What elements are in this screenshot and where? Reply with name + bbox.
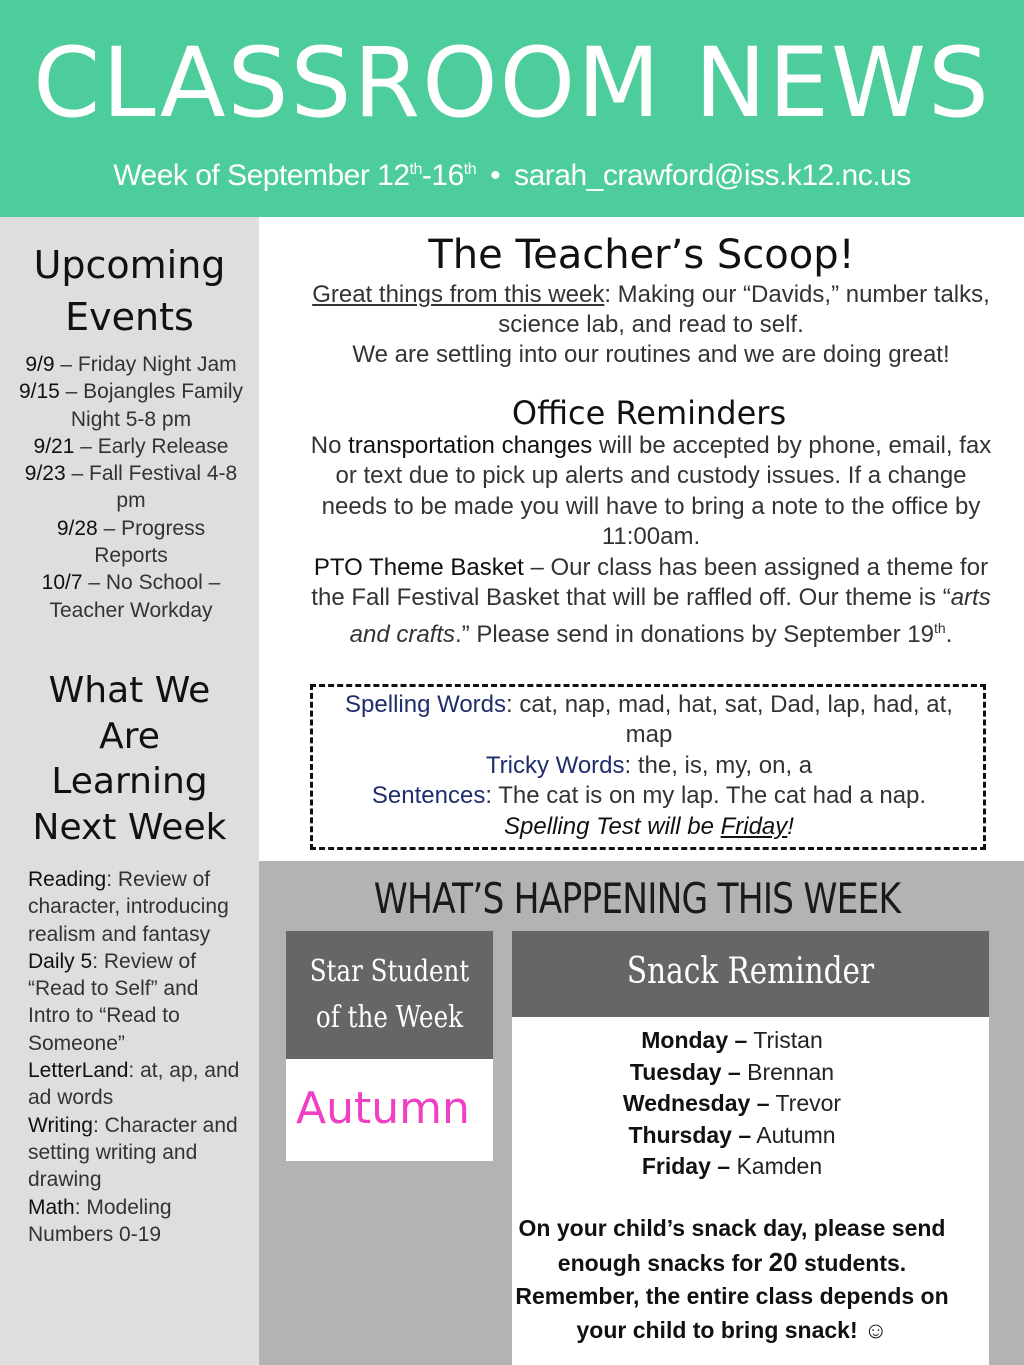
snack-day-row: Tuesday – Brennan xyxy=(629,1058,835,1085)
snack-day-row: Monday – Tristan xyxy=(641,1027,823,1053)
snack-note: On your child’s snack day, please send enough snacks for 20 students. Remember, the entire class depends on your child to bring snack! ☺ xyxy=(515,1215,949,1343)
learning-next-week-heading: What We Are Learning Next Week xyxy=(32,670,227,848)
snack-day-row: Thursday – Autumn xyxy=(628,1121,836,1148)
event-item: 9/23 – Fall Festival 4-8 pm xyxy=(24,462,238,513)
snack-schedule xyxy=(512,1025,952,1183)
event-item: 9/9 – Friday Night Jam xyxy=(25,353,237,376)
event-item: 9/15 – Bojangles Family Night 5-8 pm xyxy=(18,380,244,431)
teachers-scoop-heading: The Teacher’s Scoop! xyxy=(428,232,855,278)
learning-item: LetterLand: at, ap, and ad words xyxy=(28,1059,240,1110)
pto-paragraph: PTO Theme Basket – Our class has been assigned a theme for the Fall Festival Basket that will be raffled off. Our theme is “arts and crafts.” Please send in donations by September 19th. xyxy=(311,553,991,649)
snack-reminder-card xyxy=(512,931,989,1365)
snack-day-row: Wednesday – Trevor xyxy=(622,1090,842,1117)
week-label: Week of September 12th-16th xyxy=(113,159,477,192)
snack-reminder-header xyxy=(512,931,989,1017)
event-item: 9/28 – Progress Reports xyxy=(56,516,206,568)
star-student-card xyxy=(286,931,493,1161)
learning-item: Daily 5: Review of “Read to Self” and Intro to “Read to Someone” xyxy=(28,949,199,1055)
event-item: 9/21 – Early Release xyxy=(33,434,229,458)
star-student-title: Star Student of the Week xyxy=(309,954,470,1035)
whats-happening-heading: WHAT’S HAPPENING THIS WEEK xyxy=(373,874,901,923)
great-things-label: Great things from this week xyxy=(312,281,605,308)
star-student-header xyxy=(286,931,493,1059)
sidebar xyxy=(0,217,259,1365)
whats-happening-section xyxy=(259,861,1024,1365)
spelling-words-line: Spelling Words: cat, nap, mad, hat, sat, Dad, lap, had, at, map xyxy=(345,691,953,749)
spelling-words-box xyxy=(310,684,986,850)
learning-item: Writing: Character and setting writing and drawing xyxy=(28,1113,238,1192)
teachers-scoop-text: Great things from this week: Making our “Davids,” number talks, science lab, and read to self. We are settling into our routines and we are doing great! xyxy=(312,281,990,368)
learning-item: Reading: Review of character, introducing realism and fantasy xyxy=(28,868,229,946)
sentences-line: Sentences: The cat is on my lap. The cat had a nap. xyxy=(371,782,927,810)
snack-day-row: Friday – Kamden xyxy=(641,1153,823,1180)
bullet-separator: • xyxy=(490,159,501,192)
newsletter-header xyxy=(0,0,1024,217)
teacher-email: sarah_crawford@iss.k12.nc.us xyxy=(514,159,911,192)
upcoming-events-heading: Upcoming Events xyxy=(33,243,226,339)
learning-list xyxy=(28,866,243,1248)
star-student-name: Autumn xyxy=(296,1083,470,1134)
snack-reminder-title: Snack Reminder xyxy=(626,951,875,992)
header-subtitle xyxy=(0,150,1024,196)
event-item: 10/7 – No School – Teacher Workday xyxy=(41,571,221,622)
page-title: CLASSROOM NEWS xyxy=(33,27,991,139)
learning-item: Math: Modeling Numbers 0-19 xyxy=(28,1195,172,1246)
tricky-words-line: Tricky Words: the, is, my, on, a xyxy=(485,751,813,779)
spelling-test-line: Spelling Test will be Friday! xyxy=(504,812,794,840)
office-reminders-heading: Office Reminders xyxy=(511,394,787,432)
events-list xyxy=(18,351,244,624)
office-reminders-text xyxy=(301,431,1001,651)
transportation-paragraph: No transportation changes will be accepted by phone, email, fax or text due to pick up alerts and custody issues. If a change needs to be made you will have to bring a note to the office by 11:00am. xyxy=(310,432,992,551)
